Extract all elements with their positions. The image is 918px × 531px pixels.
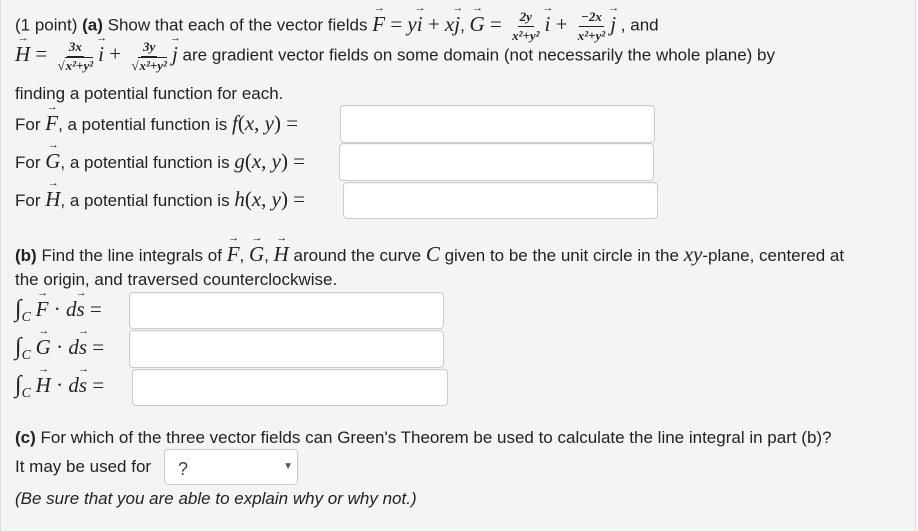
- potential-g-input[interactable]: [339, 143, 654, 181]
- potential-h-input[interactable]: [343, 182, 658, 219]
- part-a-label: (a): [82, 15, 103, 35]
- select-value: ?: [178, 459, 189, 479]
- part-c-label: (c): [15, 428, 36, 447]
- field-f-definition: → F = y→ i + x→ j, → G = $\frac{2y}{\text{x²+y²}}$ → i + $\frac{-2x}{\text{x²+y²}}$ → j: [372, 16, 621, 35]
- part-c-note: (Be sure that you are able to explain why or why not.): [15, 489, 417, 508]
- green-theorem-select[interactable]: [164, 449, 298, 485]
- integral-h-input[interactable]: [132, 369, 448, 406]
- part-c-prompt: It may be used for: [15, 457, 152, 476]
- potential-f-label: For → F, a potential function is f(x, y) =: [15, 113, 298, 134]
- part-b-line-1: (b) Find the line integrals of → F, → G, → H around the curve C given to be the unit circle in the xy-plane, centered at: [15, 244, 844, 265]
- part-c-question: (c) For which of the three vector fields can Green's Theorem be used to calculate the line integral in part (b)?: [15, 428, 832, 447]
- integral-g-input[interactable]: [129, 330, 444, 368]
- part-b-label: (b): [15, 246, 37, 265]
- integral-h-label: $\int_C \to H \cdot d\to s$ =: [15, 373, 104, 401]
- points-label: (1 point): [15, 15, 78, 35]
- integral-f-label: $\int_C \to F \cdot d\to s$ =: [15, 297, 102, 325]
- part-a-line-2: are gradient vector fields on some domain (not necessarily the whole plane) by: [182, 45, 776, 65]
- potential-f-input[interactable]: [340, 105, 655, 143]
- field-h-definition: → H = $\frac{3x}{\text{√x²+y²}}$ → i + $\frac{3y}{\text{√x²+y²}}$ → j are gradient vector fields on some domain (not necessarily the whole plane) by: [15, 40, 775, 72]
- integral-f-input[interactable]: [129, 292, 444, 329]
- integral-g-label: $\int_C \to G \cdot d\to s$ =: [15, 335, 104, 363]
- part-a-line-3: finding a potential function for each.: [15, 84, 284, 103]
- potential-g-label: For → G, a potential function is g(x, y) =: [15, 151, 305, 172]
- potential-h-label: For → H, a potential function is h(x, y) =: [15, 189, 305, 210]
- part-a-line-1: [15, 10, 659, 42]
- part-a-intro: Show that each of the vector fields: [107, 15, 368, 35]
- and-text: , and: [620, 15, 659, 35]
- chevron-down-icon: ▼: [283, 461, 293, 472]
- part-b-line-2: the origin, and traversed counterclockwise.: [15, 270, 338, 289]
